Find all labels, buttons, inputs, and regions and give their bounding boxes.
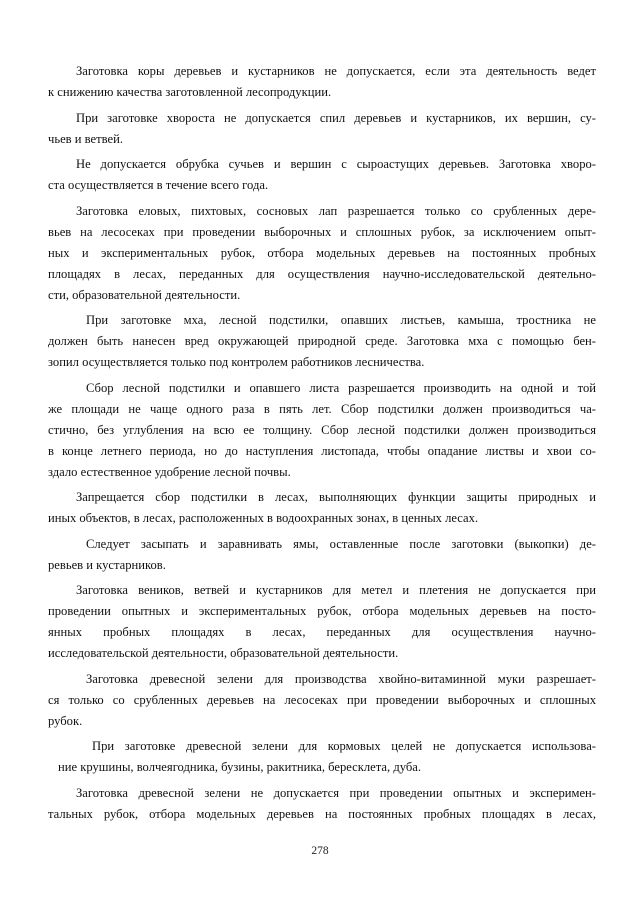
text-line: ние крушины, волчеягодника, бузины, ракитника, бересклета, дуба. (58, 760, 421, 774)
text-line: здало естественное удобрение лесной почвы. (48, 464, 291, 479)
text-line: иных объектов, в лесах, расположенных в водоохранных зонах, в ценных лесах. (48, 511, 479, 525)
text-line: ных и экспериментальных рубок, отбора модельных деревьев на постоянных пробных (48, 245, 596, 260)
text-line: янных пробных площадях в лесах, переданных для осуществления научно- (48, 625, 596, 639)
text-line: ста осуществляется в течение всего года. (48, 178, 269, 192)
text-line: зопил осуществляется только под контролем работников лесничества. (48, 355, 425, 369)
text-line: Следует засыпать и заравнивать ямы, оставленные после заготовки (выкопки) де- (86, 536, 596, 551)
text-line: же площади не чаще одного раза в пять лет. Сбор подстилки должен производиться ча- (48, 401, 596, 416)
paragraph-moss-litter (48, 310, 596, 373)
text-line: Заготовка еловых, пихтовых, сосновых лап разрешается только со срубленных дере- (76, 203, 596, 218)
text-line: стично, без углубления на всю ее толщину. Сбор лесной подстилки должен производиться (48, 422, 596, 437)
text-line: площадях в лесах, переданных для осуществления научно-исследовательской деятельно- (48, 266, 596, 281)
paragraph-branch-trimming (48, 154, 596, 196)
text-line: вьев на лесосеках при проведении выборочных и сплошных рубок, за исключением опыт- (48, 224, 596, 239)
paragraph-conifer-branches (48, 201, 596, 306)
text-line: Заготовка веников, ветвей и кустарников для метел и плетения не допускается при (76, 583, 596, 597)
page-number: 278 (311, 845, 329, 857)
text-line: сти, образовательной деятельности. (48, 287, 241, 302)
paragraph-green-fodder (48, 736, 596, 778)
text-line: При заготовке хвороста не допускается спил деревьев и кустарников, их вершин, су- (76, 110, 596, 125)
text-line: Заготовка древесной зелени не допускается при проведении опытных и эксперимен- (76, 785, 596, 800)
text-line: к снижению качества заготовленной лесопродукции. (48, 85, 332, 99)
text-line: рубок. (48, 713, 83, 728)
text-line: При заготовке мха, лесной подстилки, опавших листьев, камыша, тростника не (86, 313, 596, 327)
paragraph-litter-prohibition (48, 487, 596, 529)
text-line: проведении опытных и экспериментальных рубок, отбора модельных деревьев на посто- (48, 604, 596, 618)
text-line: ся только со срубленных деревьев на лесосеках при проведении выборочных и сплошных (48, 692, 596, 707)
text-line: исследовательской деятельности, образовательной деятельности. (48, 646, 399, 660)
text-line: Запрещается сбор подстилки в лесах, выполняющих функции защиты природных и (76, 490, 596, 504)
text-line: Сбор лесной подстилки и опавшего листа разрешается производить на одной и той (86, 380, 596, 395)
text-line: При заготовке древесной зелени для кормовых целей не допускается использова- (92, 739, 596, 753)
text-line: чьев и ветвей. (48, 131, 123, 146)
text-line: в конце летнего периода, но до наступления листопада, чтобы опадание листвы и хвои со- (48, 443, 596, 458)
text-line: Заготовка древесной зелени для производства хвойно-витаминной муки разрешает- (86, 671, 596, 686)
paragraph-litter-collection (48, 378, 596, 483)
paragraph-green-vitamin-flour (48, 669, 596, 732)
paragraph-brooms-weaving (48, 580, 596, 664)
text-line: Заготовка коры деревьев и кустарников не допускается, если эта деятельность ведет (76, 64, 596, 78)
text-line: должен быть нанесен вред окружающей природной среде. Заготовка мха с помощью бен- (48, 334, 596, 348)
paragraph-pit-filling (48, 534, 596, 576)
text-line: Не допускается обрубка сучьев и вершин с сыроастущих деревьев. Заготовка хворо- (76, 157, 596, 171)
paragraph-brushwood-harvesting (48, 108, 596, 150)
document-body (48, 61, 596, 829)
paragraph-green-prohibition (48, 783, 596, 825)
paragraph-bark-harvesting (48, 61, 596, 103)
text-line: тальных рубок, отбора модельных деревьев на постоянных пробных площадях в лесах, (48, 806, 596, 821)
text-line: ревьев и кустарников. (48, 557, 166, 572)
